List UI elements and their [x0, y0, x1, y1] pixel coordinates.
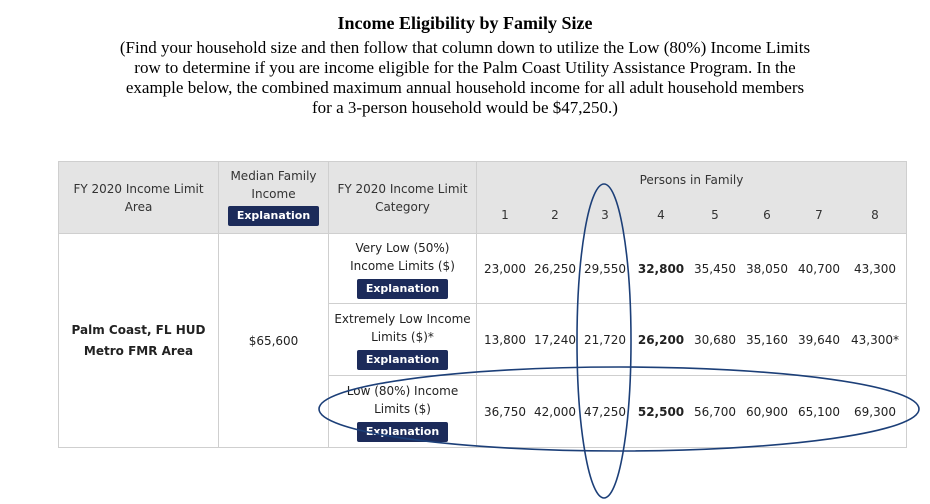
header-median-line2: Income — [251, 187, 296, 201]
value-cell: 43,300* — [851, 332, 899, 347]
person-count-6: 6 — [763, 208, 771, 222]
category-label-line1: Low (80%) Income — [346, 383, 459, 398]
value-cell: 32,800 — [637, 261, 685, 276]
category-label-line1: Very Low (50%) — [355, 240, 450, 255]
header-area-line1: FY 2020 Income Limit — [73, 182, 204, 196]
category-label-line2: Limits ($)* — [371, 329, 434, 344]
value-cell: 39,640 — [798, 332, 840, 347]
value-cell: 36,750 — [484, 404, 526, 419]
value-cell: 52,500 — [637, 404, 685, 419]
very-low-explanation-button[interactable]: Explanation — [357, 279, 448, 299]
very-low-values — [477, 234, 907, 304]
persons-in-family-label: Persons in Family — [639, 173, 744, 187]
category-very-low — [329, 234, 477, 304]
income-limits-table — [58, 161, 907, 448]
value-cell: 26,250 — [534, 261, 576, 276]
person-count-7: 7 — [815, 208, 823, 222]
extremely-low-values — [477, 304, 907, 376]
header-area-line2: Area — [124, 200, 153, 214]
person-count-3: 3 — [601, 208, 609, 222]
category-low — [329, 376, 477, 448]
category-extremely-low — [329, 304, 477, 376]
header-category-line1: FY 2020 Income Limit — [337, 182, 468, 196]
value-cell: 29,550 — [584, 261, 626, 276]
header-category-line2: Category — [375, 200, 430, 214]
person-count-1: 1 — [501, 208, 509, 222]
person-count-4: 4 — [657, 208, 665, 222]
area-name-line1: Palm Coast, FL HUD — [71, 322, 206, 337]
median-explanation-button[interactable]: Explanation — [228, 206, 319, 226]
value-cell: 60,900 — [746, 404, 788, 419]
value-cell: 17,240 — [534, 332, 576, 347]
header-persons — [477, 162, 907, 234]
low-values — [477, 376, 907, 448]
value-cell: 23,000 — [484, 261, 526, 276]
value-cell: 40,700 — [798, 261, 840, 276]
value-cell: 43,300 — [854, 261, 896, 276]
header-median-line1: Median Family — [230, 169, 317, 183]
value-cell: 65,100 — [798, 404, 840, 419]
value-cell: 38,050 — [746, 261, 788, 276]
value-cell: 56,700 — [694, 404, 736, 419]
value-cell: 69,300 — [854, 404, 896, 419]
value-cell: 26,200 — [637, 332, 685, 347]
extremely-low-explanation-button[interactable]: Explanation — [357, 350, 448, 370]
instructions-body: (Find your household size and then follow that column down to utilize the Low (80%) Income Limits row to determine if you are income eligible for the Palm Coast Utility Assistance Program. In the example below, the combined maximum annual household income for all adult household members for a 3-person household would be $47,250.) — [119, 38, 811, 117]
value-cell: 42,000 — [534, 404, 576, 419]
header-median — [219, 162, 329, 234]
header-category — [329, 162, 477, 234]
low-explanation-button[interactable]: Explanation — [357, 422, 448, 442]
header-area — [59, 162, 219, 234]
value-cell: 35,450 — [694, 261, 736, 276]
value-cell: 30,680 — [694, 332, 736, 347]
category-label-line1: Extremely Low Income — [334, 311, 471, 326]
area-name-line2: Metro FMR Area — [83, 343, 194, 358]
instructions-title: Income Eligibility by Family Size — [337, 13, 593, 33]
value-cell: 35,160 — [746, 332, 788, 347]
instructions — [0, 12, 930, 118]
value-cell: 13,800 — [484, 332, 526, 347]
value-cell: 47,250 — [584, 404, 626, 419]
person-count-2: 2 — [551, 208, 559, 222]
median-income-value: $65,600 — [219, 234, 329, 448]
value-cell: 21,720 — [584, 332, 626, 347]
category-label-line2: Income Limits ($) — [350, 258, 455, 273]
category-label-line2: Limits ($) — [374, 401, 431, 416]
person-count-5: 5 — [711, 208, 719, 222]
area-cell — [59, 234, 219, 448]
person-count-8: 8 — [871, 208, 879, 222]
